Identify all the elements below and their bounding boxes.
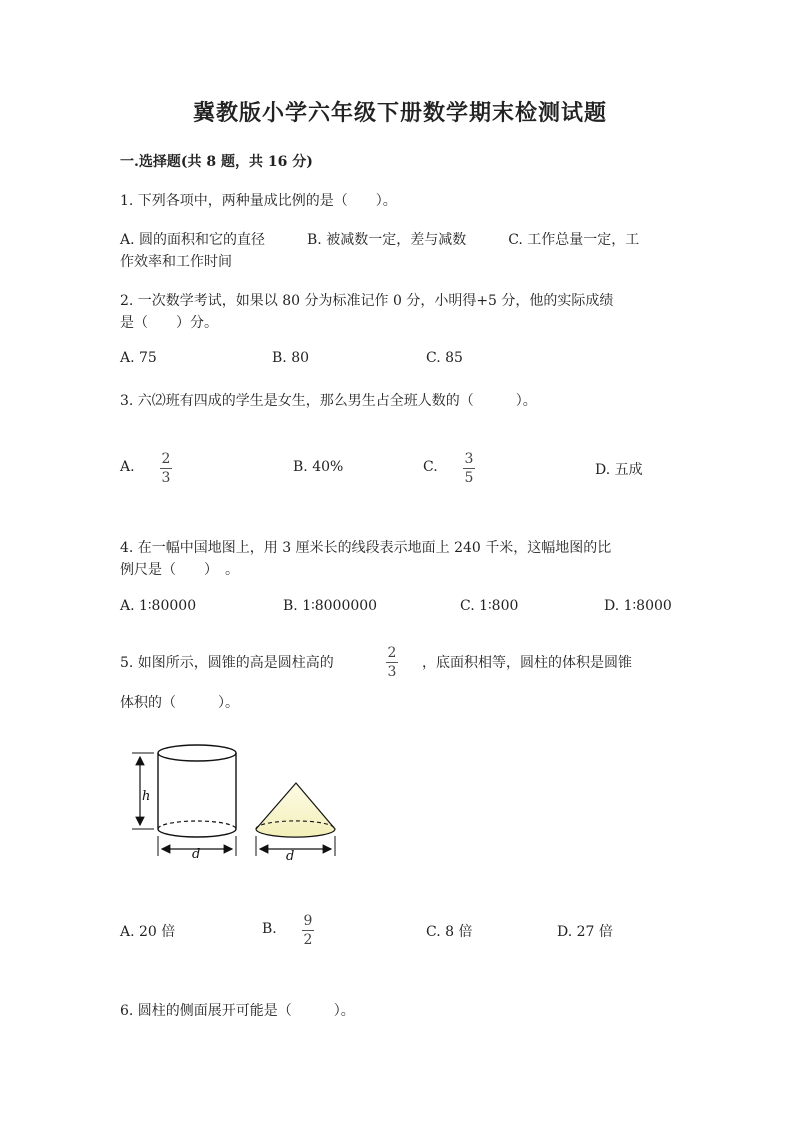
section-heading: 一.选择题(共 8 题，共 16 分) (120, 154, 313, 170)
question-6-stem: 6. 圆柱的侧面展开可能是（ ）。 (120, 1003, 355, 1019)
fraction-bar (302, 930, 314, 931)
question-4-stem-line2: 例尺是（ ） 。 (120, 562, 239, 578)
question-5-stem-line2: 体积的（ ）。 (120, 695, 239, 711)
cylinder-cone-figure (120, 740, 345, 870)
question-2-option-a: A. 75 (120, 350, 157, 366)
fraction-numerator: 3 (464, 451, 474, 467)
question-4-option-c: C. 1∶800 (460, 598, 519, 614)
fraction-numerator: 9 (303, 913, 313, 929)
fraction-numerator: 2 (161, 451, 171, 467)
question-2-stem-line1: 2. 一次数学考试，如果以 80 分为标准记作 0 分，小明得+5 分，他的实际成绩 (120, 293, 614, 309)
question-1-stem: 1. 下列各项中，两种量成比例的是（ ）。 (120, 193, 397, 209)
question-4-stem-line1: 4. 在一幅中国地图上，用 3 厘米长的线段表示地面上 240 千米，这幅地图的比 (120, 540, 612, 556)
question-5-stem-line1: 5. 如图所示，圆锥的高是圆柱高的 (120, 655, 334, 671)
question-2-option-c: C. 85 (426, 350, 463, 366)
question-3-option-b: B. 40% (293, 459, 344, 475)
fraction-denominator: 2 (303, 932, 313, 948)
fraction-bar (160, 468, 172, 469)
question-3-option-c: C. (423, 459, 438, 475)
fraction-denominator: 3 (387, 664, 397, 680)
question-3-option-c-fraction (463, 451, 475, 486)
question-3-stem: 3. 六⑵班有四成的学生是女生，那么男生占全班人数的（ ）。 (120, 393, 537, 409)
fraction-denominator: 3 (161, 470, 171, 486)
cone-shape (256, 783, 335, 837)
height-label: h (142, 789, 151, 804)
cylinder-shape (158, 745, 236, 837)
question-1-options-line2: 作效率和工作时间 (120, 254, 232, 270)
cylinder-diameter-label: d (192, 847, 201, 862)
question-2-option-b: B. 80 (272, 350, 310, 366)
question-3-option-a-fraction (160, 451, 172, 486)
question-5-option-a: A. 20 倍 (120, 924, 176, 940)
question-2-stem-line2: 是（ ）分。 (120, 315, 218, 331)
page-title: 冀教版小学六年级下册数学期末检测试题 (192, 100, 607, 126)
question-5-stem-line1-continued: ，底面积相等，圆柱的体积是圆锥 (422, 655, 632, 671)
question-3-option-a: A. (120, 459, 135, 475)
question-4-option-b: B. 1∶8000000 (283, 598, 378, 614)
question-5-fraction (386, 645, 398, 680)
question-3-option-d: D. 五成 (595, 462, 643, 478)
fraction-denominator: 5 (464, 470, 474, 486)
cone-diameter-label: d (286, 849, 295, 864)
question-5-option-b-fraction (302, 913, 314, 948)
question-5-option-d: D. 27 倍 (557, 924, 613, 940)
fraction-bar (463, 468, 475, 469)
question-4-option-a: A. 1∶80000 (120, 598, 197, 614)
question-5-option-c: C. 8 倍 (426, 924, 473, 940)
cone-diameter-dimension (256, 836, 335, 856)
question-1-options-line1: A. 圆的面积和它的直径 B. 被减数一定，差与减数 C. 工作总量一定，工 (120, 232, 640, 248)
fraction-numerator: 2 (387, 645, 397, 661)
question-5-option-b: B. (262, 921, 277, 937)
fraction-bar (386, 662, 398, 663)
question-4-option-d: D. 1∶8000 (604, 598, 672, 614)
